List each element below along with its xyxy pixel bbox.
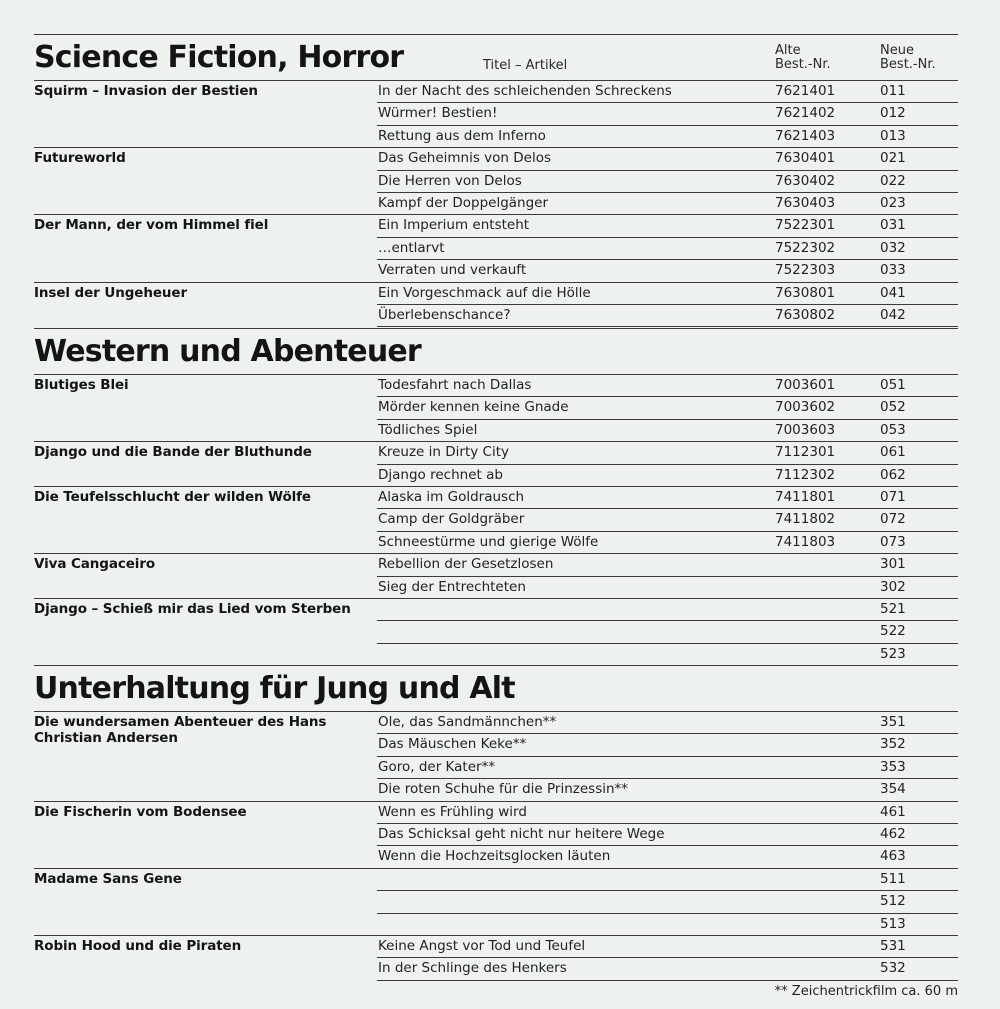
episode-title: Verraten und verkauft	[378, 262, 527, 279]
new-order-number: 522	[880, 623, 906, 640]
table-row	[377, 374, 958, 396]
episode-title: Das Schicksal geht nicht nur heitere Wege	[378, 826, 665, 842]
group-title: Futureworld	[34, 150, 126, 167]
old-order-number: 7621401	[775, 83, 836, 99]
table-row	[377, 237, 958, 259]
new-order-number: 354	[880, 781, 906, 798]
episode-title: Alaska im Goldrausch	[378, 489, 525, 505]
old-order-number: 7003603	[775, 421, 836, 438]
section-title: Science Fiction, Horror	[34, 40, 404, 75]
old-order-number: 7621403	[775, 127, 836, 144]
old-order-number: 7003602	[775, 399, 836, 416]
table-row	[377, 259, 958, 281]
table-row	[377, 620, 958, 642]
table-row	[377, 102, 958, 124]
table-row	[377, 711, 958, 733]
group-title: Der Mann, der vom Himmel fiel	[34, 217, 269, 234]
new-number-header-line2: Best.-Nr.	[880, 57, 936, 72]
old-order-number: 7411802	[775, 511, 836, 528]
episode-title: Todesfahrt nach Dallas	[378, 377, 532, 393]
title-column-header: Titel – Artikel	[483, 58, 568, 73]
old-number-header-line1: Alte	[775, 43, 801, 58]
new-order-number: 072	[880, 511, 906, 528]
group-title: Viva Cangaceiro	[34, 556, 156, 573]
episode-title: Die Herren von Delos	[378, 172, 522, 189]
new-number-header-line1: Neue	[880, 43, 914, 58]
old-order-number: 7630403	[775, 195, 836, 211]
group-title: Django und die Bande der Bluthunde	[34, 444, 312, 461]
table-row	[377, 801, 958, 823]
new-order-number: 353	[880, 758, 906, 775]
old-number-header-line2: Best.-Nr.	[775, 57, 831, 72]
table-row	[377, 192, 958, 214]
table-row	[377, 419, 958, 441]
new-order-number: 052	[880, 399, 906, 416]
episode-title: Schneestürme und gierige Wölfe	[378, 533, 599, 550]
new-order-number: 511	[880, 870, 906, 887]
episode-title: In der Schlinge des Henkers	[378, 960, 567, 977]
group-title: Die Fischerin vom Bodensee	[34, 803, 247, 820]
table-row	[377, 845, 958, 867]
old-order-number: 7630401	[775, 150, 836, 167]
table-row	[377, 957, 958, 979]
episode-title: Tödliches Spiel	[378, 421, 478, 438]
new-order-number: 521	[880, 601, 906, 617]
group-title: Blutiges Blei	[34, 377, 129, 393]
section-title: Western und Abenteuer	[34, 334, 421, 369]
new-order-number: 051	[880, 377, 906, 393]
table-row	[377, 508, 958, 530]
episode-title: Ole, das Sandmännchen**	[378, 714, 557, 730]
table-row	[377, 396, 958, 418]
episode-title: Wenn es Frühling wird	[378, 803, 527, 820]
new-order-number: 012	[880, 105, 906, 122]
table-row	[377, 80, 958, 102]
episode-title: Ein Imperium entsteht	[378, 217, 530, 234]
table-row	[377, 441, 958, 463]
new-order-number: 053	[880, 421, 906, 438]
new-order-number: 351	[880, 714, 906, 730]
table-row	[377, 868, 958, 890]
new-order-number: 352	[880, 736, 906, 753]
episode-title: Rettung aus dem Inferno	[378, 127, 546, 144]
episode-title: Das Geheimnis von Delos	[378, 150, 551, 167]
group-title: Robin Hood und die Piraten	[34, 938, 242, 954]
table-row	[377, 890, 958, 912]
footnote: ** Zeichentrickfilm ca. 60 m	[774, 984, 958, 999]
old-order-number: 7630802	[775, 307, 836, 323]
table-row	[377, 125, 958, 147]
episode-title: Django rechnet ab	[378, 466, 503, 483]
episode-title: Rebellion der Gesetzlosen	[378, 556, 554, 573]
old-number-column-header	[775, 44, 831, 72]
old-order-number: 7630801	[775, 284, 836, 301]
table-row	[377, 486, 958, 508]
new-number-column-header	[880, 44, 936, 72]
new-order-number: 301	[880, 556, 906, 573]
new-order-number: 021	[880, 150, 906, 167]
table-row	[377, 935, 958, 957]
old-order-number: 7003601	[775, 377, 836, 393]
table-row	[377, 598, 958, 620]
episode-title: …entlarvt	[378, 239, 445, 256]
table-row	[377, 778, 958, 800]
new-order-number: 532	[880, 960, 906, 977]
old-order-number: 7112301	[775, 444, 836, 461]
new-order-number: 031	[880, 217, 906, 234]
episode-title: Überlebenschance?	[378, 307, 511, 323]
new-order-number: 023	[880, 195, 906, 211]
new-order-number: 062	[880, 466, 906, 483]
new-order-number: 022	[880, 172, 906, 189]
table-row	[377, 643, 958, 665]
section-bottom-rule	[377, 980, 958, 981]
new-order-number: 463	[880, 848, 906, 865]
new-order-number: 061	[880, 444, 906, 461]
episode-title: Kreuze in Dirty City	[378, 444, 509, 461]
old-order-number: 7630402	[775, 172, 836, 189]
old-order-number: 7112302	[775, 466, 836, 483]
episode-title: Ein Vorgeschmack auf die Hölle	[378, 284, 591, 301]
section-top-rule	[34, 328, 958, 329]
new-order-number: 013	[880, 127, 906, 144]
table-row	[377, 531, 958, 553]
group-title: Die Teufelsschlucht der wilden Wölfe	[34, 489, 311, 505]
episode-title: Kampf der Doppelgänger	[378, 195, 549, 211]
group-title: Insel der Ungeheuer	[34, 284, 188, 301]
old-order-number: 7621402	[775, 105, 836, 122]
new-order-number: 033	[880, 262, 906, 279]
new-order-number: 302	[880, 578, 906, 595]
episode-title: Camp der Goldgräber	[378, 511, 525, 528]
table-row	[377, 576, 958, 598]
episode-title: Würmer! Bestien!	[378, 105, 498, 122]
section-top-rule	[34, 34, 958, 35]
new-order-number: 461	[880, 803, 906, 820]
old-order-number: 7522301	[775, 217, 836, 234]
episode-title: Mörder kennen keine Gnade	[378, 399, 569, 416]
old-order-number: 7522302	[775, 239, 836, 256]
new-order-number: 073	[880, 533, 906, 550]
episode-title: Das Mäuschen Keke**	[378, 736, 527, 753]
episode-title: Sieg der Entrechteten	[378, 578, 526, 595]
table-row	[377, 464, 958, 486]
section-top-rule	[34, 665, 958, 666]
new-order-number: 512	[880, 893, 906, 910]
new-order-number: 071	[880, 489, 906, 505]
episode-title: Goro, der Kater**	[378, 758, 496, 775]
table-row	[377, 214, 958, 236]
episode-title: Keine Angst vor Tod und Teufel	[378, 938, 586, 954]
table-row	[377, 756, 958, 778]
section-title: Unterhaltung für Jung und Alt	[34, 671, 515, 706]
table-row	[377, 282, 958, 304]
group-title: Madame Sans Gene	[34, 870, 182, 887]
episode-title: Die roten Schuhe für die Prinzessin**	[378, 781, 629, 798]
old-order-number: 7411801	[775, 489, 836, 505]
new-order-number: 462	[880, 826, 906, 842]
new-order-number: 042	[880, 307, 906, 323]
new-order-number: 011	[880, 83, 906, 99]
table-row	[377, 170, 958, 192]
new-order-number: 032	[880, 239, 906, 256]
table-row	[377, 823, 958, 845]
group-title: Squirm – Invasion der Bestien	[34, 83, 258, 99]
table-row	[377, 733, 958, 755]
new-order-number: 523	[880, 645, 906, 662]
table-row	[377, 553, 958, 575]
new-order-number: 041	[880, 284, 906, 301]
new-order-number: 531	[880, 938, 906, 954]
episode-title: Wenn die Hochzeitsglocken läuten	[378, 848, 611, 865]
new-order-number: 513	[880, 915, 906, 932]
table-row	[377, 913, 958, 935]
episode-title: In der Nacht des schleichenden Schreckens	[378, 83, 672, 99]
group-title: Django – Schieß mir das Lied vom Sterben	[34, 601, 351, 617]
old-order-number: 7411803	[775, 533, 836, 550]
table-row	[377, 304, 958, 326]
table-row	[377, 147, 958, 169]
old-order-number: 7522303	[775, 262, 836, 279]
group-title: Die wundersamen Abenteuer des Hans Christian Andersen	[34, 714, 327, 746]
